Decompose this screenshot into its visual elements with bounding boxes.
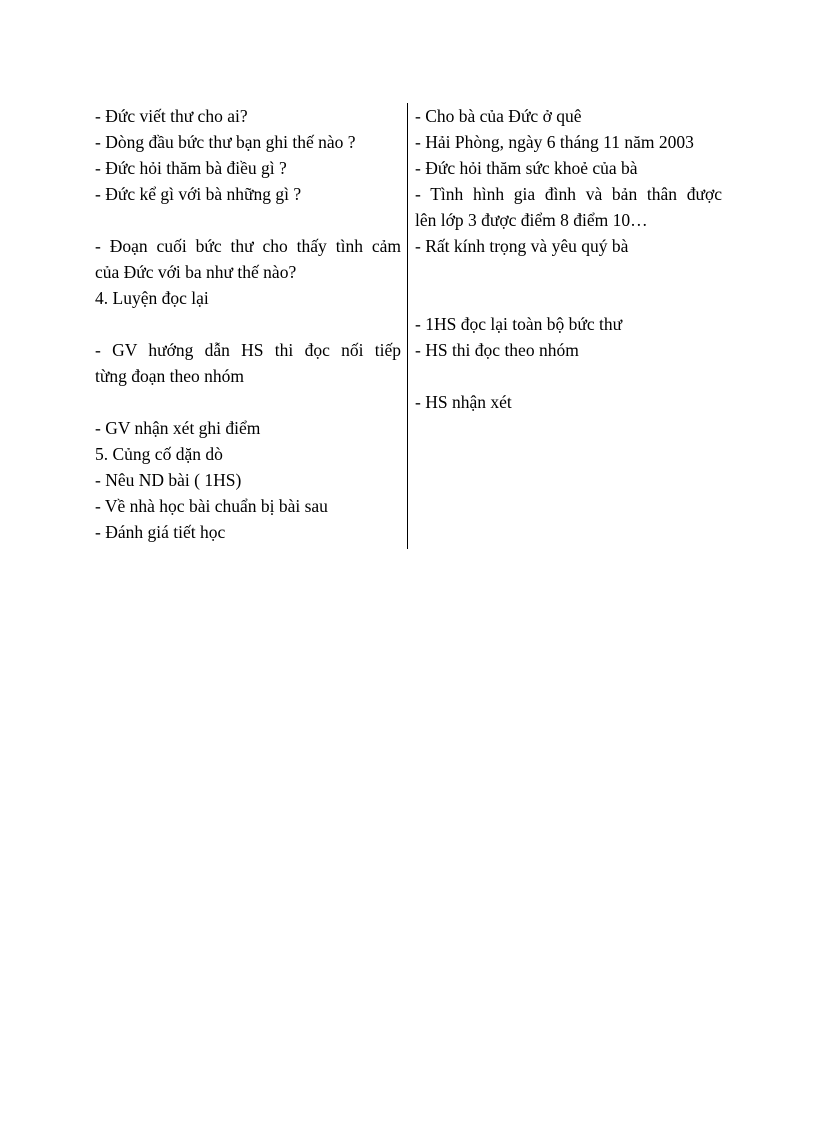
- answer-recipient: - Cho bà của Đức ở quê: [415, 106, 582, 126]
- section-reread-heading: 4. Luyện đọc lại: [95, 288, 209, 308]
- answer-news: - Tình hình gia đình và bản thân được: [415, 184, 722, 204]
- answer-greeting: - Đức hỏi thăm sức khoẻ của bà: [415, 158, 638, 178]
- answer-feelings: - Rất kính trọng và yêu quý bà: [415, 236, 629, 256]
- question-greeting: - Đức hỏi thăm bà điều gì ?: [95, 158, 287, 178]
- instruction-homework: - Về nhà học bài chuẩn bị bài sau: [95, 496, 328, 516]
- answer-news-cont: lên lớp 3 được điểm 8 điểm 10…: [415, 210, 648, 230]
- answer-first-line: - Hải Phòng, ngày 6 tháng 11 năm 2003: [415, 132, 694, 152]
- question-feelings-cont: của Đức với ba như thế nào?: [95, 262, 297, 282]
- question-recipient: - Đức viết thư cho ai?: [95, 106, 248, 126]
- response-group-reading: - HS thi đọc theo nhóm: [415, 340, 579, 360]
- instruction-group-reading-cont: từng đoạn theo nhóm: [95, 366, 244, 386]
- question-feelings: - Đoạn cuối bức thư cho thấy tình cảm: [95, 236, 401, 256]
- instruction-evaluate-lesson: - Đánh giá tiết học: [95, 522, 226, 542]
- section-review-heading: 5. Củng cố dặn dò: [95, 444, 223, 464]
- question-first-line: - Dòng đầu bức thư bạn ghi thế nào ?: [95, 132, 356, 152]
- response-comment: - HS nhận xét: [415, 392, 512, 412]
- question-news: - Đức kể gì với bà những gì ?: [95, 184, 302, 204]
- instruction-grading: - GV nhận xét ghi điểm: [95, 418, 261, 438]
- column-divider: [407, 103, 408, 549]
- response-reread: - 1HS đọc lại toàn bộ bức thư: [415, 314, 623, 334]
- instruction-group-reading: - GV hướng dẫn HS thi đọc nối tiếp: [95, 340, 401, 360]
- instruction-state-content: - Nêu ND bài ( 1HS): [95, 470, 242, 490]
